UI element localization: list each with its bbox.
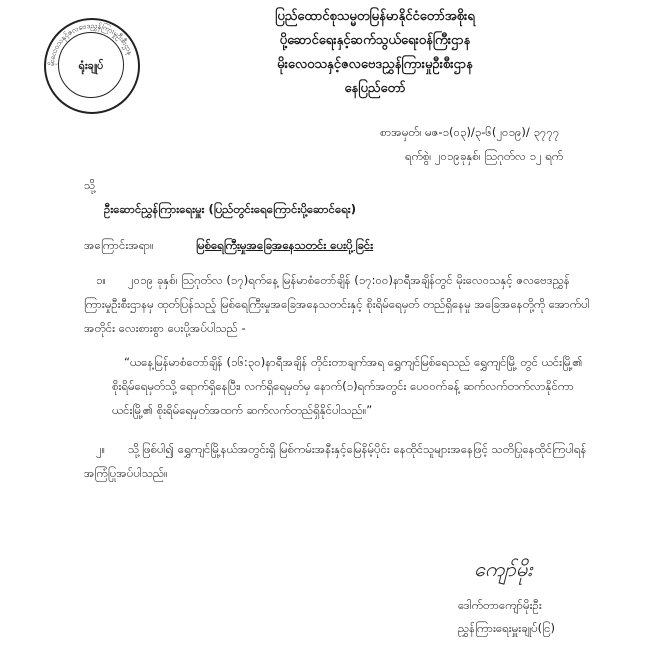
letter-number: စာအမှတ်၊ မဇ-၁(၀၃)/၃-၆(၂၀၁၉)/ ၃၇၇၇: [380, 125, 560, 139]
paragraph-1: ၂၀၁၉ ခုနှစ်၊ ဩဂုတ်လ (၁၇)ရက်နေ့ မြန်မာစံတော်ချိန် (၁၇:၀၀)နာရီအချိန်တွင် မိုးလေဝသနှင့် ဇလဗေဒညွှန်ကြားမှုဦးစီးဌာနမှ ထုတ်ပြန်သည့် မြစ်ရေကြီးမှုအခြေအနေသတင်းနှင့် စိုးရိမ်ရေမှတ် တည်ရှိနေမှု အခြေအနေတို့ကို အောက်ပါအတိုင်း လေးစားစွာ ပေးပို့အပ်ပါသည် -: [84, 273, 590, 335]
subject-label: အကြောင်းအရာ။: [84, 238, 154, 252]
subject-text: မြစ်ရေကြီးမှုအခြေအနေသတင်း ပေးပို့ခြင်း: [196, 238, 374, 252]
letter-date: ရက်စွဲ၊ ၂၀၁၉ခုနှစ်၊ ဩဂုတ်လ ၁၂ ရက်: [405, 149, 564, 163]
paragraph-2: သို့ဖြစ်ပါ၍ ရွှေကျင်မြို့နယ်အတွင်းရှိ မြစ်ကမ်းအနီးနှင့်မြေနိမ့်ပိုင်း နေထိုင်သူများအနေဖြင့် သတိပြုနေထိုင်ကြပါရန် အကြံပြုအပ်ပါသည်။: [84, 442, 587, 480]
to-label: သို့: [84, 178, 96, 192]
header-ministry: ပို့ဆောင်ရေးနှင့်ဆက်သွယ်ရေးဝန်ကြီးဌာန: [279, 33, 471, 48]
signatory-title: ညွှန်ကြားရေးမှူးချုပ်(ငြ): [458, 621, 555, 635]
header-city: နေပြည်တော်: [344, 81, 406, 96]
signature-mark: ကျော်မိုး: [474, 557, 533, 581]
svg-text:မိုးလေဝသနှင့်ဇလဗေဒညွှန်ကြားမှု: မိုးလေဝသနှင့်ဇလဗေဒညွှန်ကြားမှုဦးစီးဌာန: [46, 20, 136, 67]
paragraph-1-number: ၁။: [96, 273, 106, 287]
paragraph-2-number: ၂။: [96, 442, 106, 456]
signatory-name: ဒေါက်တာကျော်မိုးဦး: [458, 598, 542, 612]
seal-inner-ring: [58, 32, 124, 98]
recipient: ဦးဆောင်ညွှန်ကြားရေးမှူး (ပြည်တွင်းရေကြောင်းပို့ဆောင်ရေး): [104, 202, 356, 216]
office-seal: [44, 18, 140, 114]
header-department: မိုးလေဝသနှင့်ဇလဗေဒညွှန်ကြားမှုဦးစီးဌာန: [277, 57, 473, 72]
header-government: ပြည်ထောင်စုသမ္မတမြန်မာနိုင်ငံတော်အစိုးရ: [275, 9, 475, 24]
forecast-quote: “ယနေ့မြန်မာစံတော်ချိန် (၁၆:၃၀)နာရီအချိန် တိုင်းတာချက်အရ ရွှေကျင်မြစ်ရေသည် ရွှေကျင်မြို့ တွင် ယင်းမြို့၏ စိုးရိမ်ရေမှတ်သို့ ရောက်ရှိနေပြီး၊ လက်ရှိရေမှတ်မှ နောက်(၁)ရက်အတွင်း ပေ၀ဝက်ခန့် ဆက်လက်တက်လာနိုင်ကာ ယင်းမြို့၏ စိုးရိမ်ရေမှတ်အထက် ဆက်လက်တည်ရှိနိုင်ပါသည်။”: [112, 355, 583, 417]
seal-center-text: ရုံးချုပ်: [78, 59, 104, 72]
